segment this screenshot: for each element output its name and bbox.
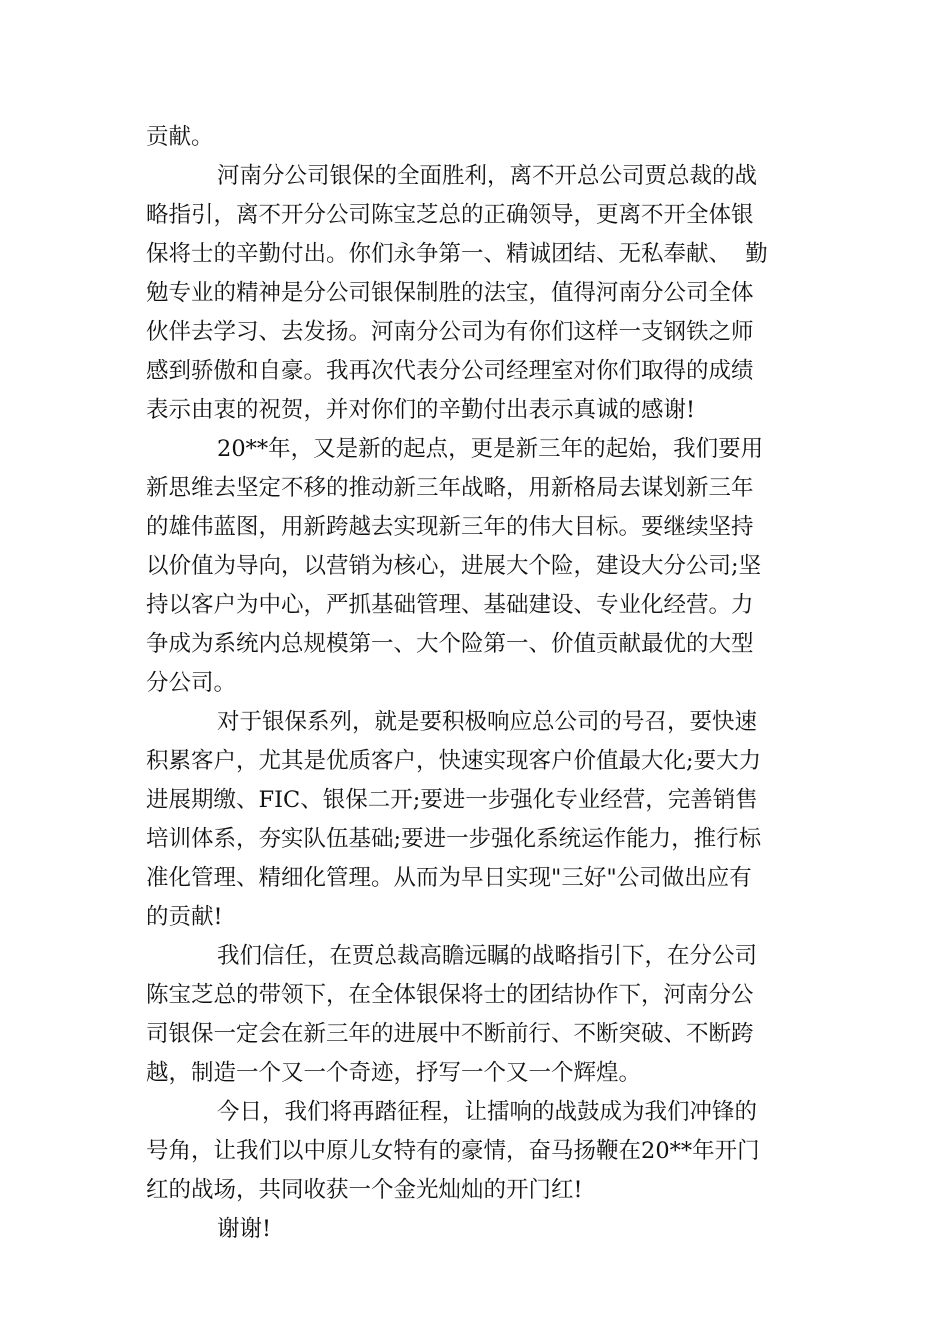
paragraph-first-line: 20**年，又是新的起点，更是新三年的起始，我们要用 [217, 436, 764, 462]
text-line: 越，制造一个又一个奇迹，抒写一个又一个辉煌。 [146, 1060, 642, 1086]
text-line: 新思维去坚定不移的推动新三年战略，用新格局去谋划新三年 [146, 475, 754, 501]
paragraph-first-line: 我们信任，在贾总裁高瞻远瞩的战略指引下，在分公司 [217, 943, 758, 969]
text-line: 争成为系统内总规模第一、大个险第一、价值贡献最优的大型 [146, 631, 754, 657]
text-line: 号角，让我们以中原儿女特有的豪情，奋马扬鞭在20**年开门 [146, 1138, 760, 1164]
text-line: 持以客户为中心，严抓基础管理、基础建设、专业化经营。力 [146, 592, 754, 618]
text-line: 分公司。 [146, 670, 237, 696]
text-line: 伙伴去学习、去发扬。河南分公司为有你们这样一支钢铁之师 [146, 319, 754, 345]
document-body [146, 118, 806, 1249]
text-line: 的贡献! [146, 904, 223, 930]
text-line: 感到骄傲和自豪。我再次代表分公司经理室对你们取得的成绩 [146, 358, 754, 384]
text-line: 陈宝芝总的带领下，在全体银保将士的团结协作下，河南分公 [146, 982, 754, 1008]
text-line: 红的战场，共同收获一个金光灿灿的开门红! [146, 1177, 583, 1203]
paragraph-first-line: 今日，我们将再踏征程，让擂响的战鼓成为我们冲锋的 [217, 1099, 758, 1125]
text-line: 培训体系，夯实队伍基础;要进一步强化系统运作能力，推行标 [146, 826, 762, 852]
closing-line: 谢谢! [217, 1216, 272, 1242]
text-line: 进展期缴、FIC、银保二开;要进一步强化专业经营，完善销售 [146, 787, 758, 813]
text-line: 贡献。 [146, 124, 214, 150]
paragraph-first-line: 河南分公司银保的全面胜利，离不开总公司贾总裁的战 [217, 163, 758, 189]
text-line: 以价值为导向，以营销为核心，进展大个险，建设大分公司;坚 [146, 553, 762, 579]
text-line: 略指引，离不开分公司陈宝芝总的正确领导，更离不开全体银 [146, 202, 754, 228]
text-line: 准化管理、精细化管理。从而为早日实现"三好"公司做出应有 [146, 865, 752, 891]
text-line: 司银保一定会在新三年的进展中不断前行、不断突破、不断跨 [146, 1021, 754, 1047]
text-line: 的雄伟蓝图，用新跨越去实现新三年的伟大目标。要继续坚持 [146, 514, 754, 540]
text-line: 表示由衷的祝贺，并对你们的辛勤付出表示真诚的感谢! [146, 397, 696, 423]
text-line: 保将士的辛勤付出。你们永争第一、精诚团结、无私奉献、 勤 [146, 241, 768, 267]
paragraph-first-line: 对于银保系列，就是要积极响应总公司的号召，要快速 [217, 709, 758, 735]
text-line: 勉专业的精神是分公司银保制胜的法宝，值得河南分公司全体 [146, 280, 754, 306]
text-line: 积累客户，尤其是优质客户，快速实现客户价值最大化;要大力 [146, 748, 762, 774]
